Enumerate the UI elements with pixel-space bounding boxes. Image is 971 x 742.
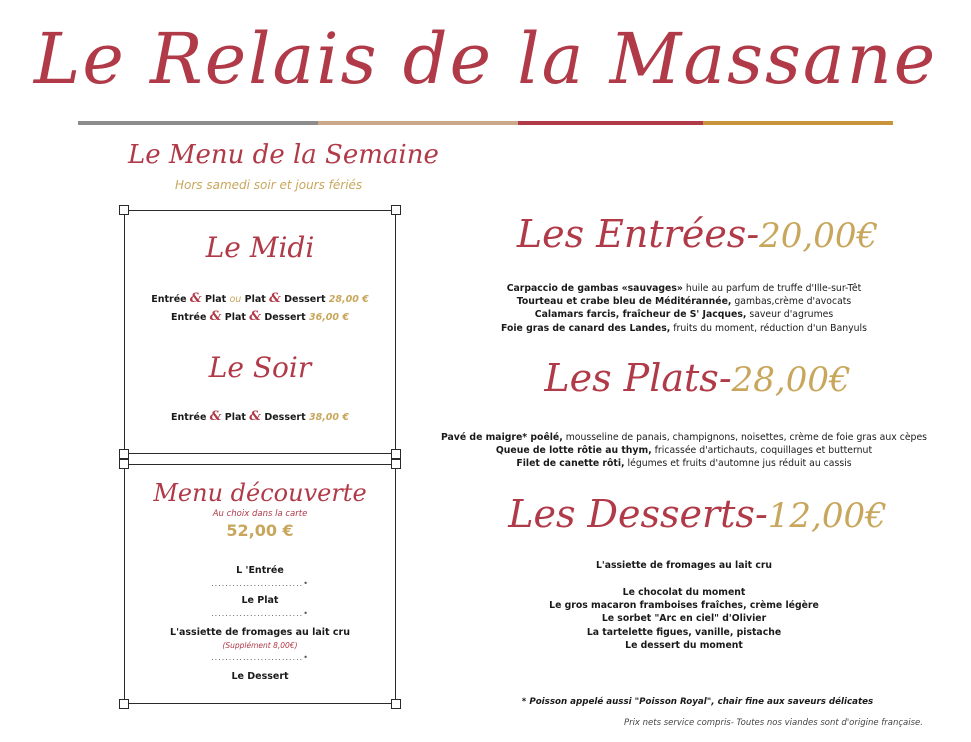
list-item: Le dessert du moment bbox=[625, 639, 743, 651]
course-entree: L 'Entrée bbox=[236, 565, 284, 576]
list-item: Filet de canette rôti, légumes et fruits d'automne jus réduit au cassis bbox=[516, 458, 852, 470]
soir-line-1: Entrée & Plat & Dessert 38,00 € bbox=[171, 409, 349, 424]
underline-gold bbox=[703, 121, 893, 125]
midi-price-2: 36,00 € bbox=[308, 312, 349, 323]
list-item: Le chocolat du moment bbox=[622, 587, 746, 598]
list-item: Calamars farcis, fraîcheur de S' Jacques, saveur d'agrumes bbox=[534, 309, 834, 321]
list-item: Le sorbet "Arc en ciel" d'Olivier bbox=[601, 613, 767, 625]
list-item: Tourteau et crabe bleu de Méditérannée, gambas,crème d'avocats bbox=[516, 296, 852, 308]
list-item: Pavé de maigre* poêlé, mousseline de panais, champignons, noisettes, crème de foie gras aux cèpes bbox=[440, 432, 928, 443]
midi-line-2: Entrée & Plat & Dessert 36,00 € bbox=[171, 309, 349, 324]
midi-soir-box bbox=[124, 210, 396, 454]
course-fromages-note: (Supplément 8,00€) bbox=[222, 641, 298, 650]
plats-price: 28,00€ bbox=[731, 360, 851, 400]
restaurant-title: Le Relais de la Massane bbox=[33, 18, 938, 100]
underline-red bbox=[518, 121, 703, 125]
underline-grey bbox=[78, 121, 318, 125]
desserts-cheese: L'assiette de fromages au lait cru bbox=[595, 560, 773, 571]
entrees-heading: Les Entrées-20,00€ bbox=[516, 212, 879, 256]
desserts-list bbox=[400, 586, 968, 652]
week-menu-subtitle: Hors samedi soir et jours fériés bbox=[175, 178, 363, 192]
footnote: * Poisson appelé aussi "Poisson Royal", chair fine aux saveurs délicates bbox=[521, 697, 874, 707]
plats-heading: Les Plats-28,00€ bbox=[544, 356, 851, 400]
list-item: Le gros macaron framboises fraîches, crème légère bbox=[549, 600, 819, 612]
soir-title: Le Soir bbox=[208, 351, 312, 384]
midi-line-1: Entrée & Plat ou Plat & Dessert 28,00 € bbox=[151, 291, 369, 306]
decouverte-price: 52,00 € bbox=[226, 521, 294, 540]
list-item: Foie gras de canard des Landes, fruits du moment, réduction d'un Banyuls bbox=[501, 322, 867, 334]
course-separator: ..........................• bbox=[211, 609, 309, 618]
course-plat: Le Plat bbox=[241, 595, 279, 606]
midi-price-1: 28,00 € bbox=[328, 294, 369, 305]
underline-tan bbox=[318, 121, 518, 125]
course-separator: ..........................• bbox=[211, 579, 309, 588]
list-item: La tartelette figues, vanille, pistache bbox=[586, 626, 782, 638]
decouverte-subtitle: Au choix dans la carte bbox=[212, 509, 308, 519]
desserts-heading: Les Desserts-12,00€ bbox=[508, 492, 887, 536]
price-note: Prix nets service compris- Toutes nos viandes sont d'origine française. bbox=[623, 718, 923, 728]
desserts-price: 12,00€ bbox=[767, 496, 887, 536]
soir-price-1: 38,00 € bbox=[308, 412, 349, 423]
course-separator: ..........................• bbox=[211, 653, 309, 662]
decouverte-title: Menu découverte bbox=[153, 479, 367, 507]
course-fromages: L'assiette de fromages au lait cru bbox=[170, 627, 350, 638]
title-underline bbox=[78, 121, 893, 125]
plats-list bbox=[400, 431, 968, 471]
list-item: Queue de lotte rôtie au thym, fricassée d'artichauts, coquillages et butternut bbox=[495, 445, 873, 457]
midi-title: Le Midi bbox=[205, 231, 315, 264]
week-menu-title: Le Menu de la Semaine bbox=[128, 140, 439, 170]
entrees-list bbox=[400, 282, 968, 335]
list-item: Carpaccio de gambas «sauvages» huile au parfum de truffe d'Ille-sur-Têt bbox=[506, 283, 862, 294]
decouverte-box bbox=[124, 464, 396, 704]
entrees-price: 20,00€ bbox=[759, 216, 879, 256]
course-dessert: Le Dessert bbox=[231, 671, 289, 682]
